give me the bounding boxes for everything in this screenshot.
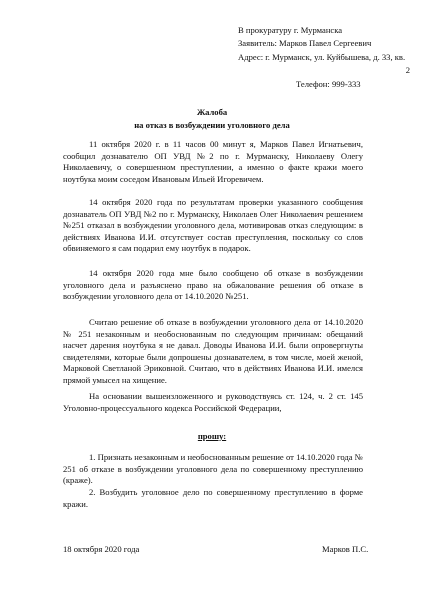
addressee-to: В прокуратуру г. Мурманска bbox=[238, 25, 343, 35]
document-title: Жалоба bbox=[196, 107, 228, 117]
applicant-apartment: 2 bbox=[405, 65, 410, 76]
applicant-address: Адрес: г. Мурманск, ул. Куйбышева, д. 33, кв. bbox=[238, 51, 406, 62]
paragraph-3: 14 октября 2020 года мне было сообщено об отказе в возбуждении уголовного дела и разъяснено право на обжалование решения об отказе в возбуждении уголовного дела от 14.10.2020 №251. bbox=[63, 268, 363, 302]
request-item-1: 1. Признать незаконным и необоснованным решение от 14.10.2020 года № 251 об отказе в возбуждении уголовного дела по совершенному преступлению (краже). bbox=[63, 452, 363, 486]
signature: Марков П.С. bbox=[322, 544, 369, 554]
request-heading: прошу: bbox=[197, 431, 227, 441]
request-item-2: 2. Возбудить уголовное дело по совершенному преступлению в форме кражи. bbox=[63, 487, 363, 509]
paragraph-1: 11 октября 2020 г. в 11 часов 00 минут я, Марков Павел Игнатьевич, сообщил дознавателю ОП УВД №2 по г. Мурманску, Николаеву Олегу Николаевичу, о совершенном преступлении, а именно о факте кражи моего ноутбука моим соседом Ивановым Ильей Игоревичем. bbox=[63, 139, 363, 184]
paragraph-2: 14 октября 2020 года по результатам проверки указанного сообщения дознаватель ОП УВД №2 по г. Мурманску, Николаев Олег Николаевич решением №251 отказал в возбуждении уголовного дела, мотивировав отказ следующим: в действиях Иванова И.И. отсутствует состав преступления, поскольку со слов обвиняемого я сам подарил ему ноутбук в подарок. bbox=[63, 197, 363, 254]
applicant-name: Заявитель: Марков Павел Сергеевич bbox=[238, 38, 372, 49]
paragraph-5: На основании вышеизложенного и руководствуясь ст. 124, ч. 2 ст. 145 Уголовно-процессуального кодекса Российской Федерации, bbox=[63, 391, 363, 413]
paragraph-4: Считаю решение об отказе в возбуждении уголовного дела от 14.10.2020 № 251 незаконным и необоснованным по следующим причинам: обещаний насчет дарения ноутбука я не давал. Доводы Иванова И.И. были опровергнуты свидетелями, которые были допрошены дознавателем, в том числе, моей женой, Марковой Светланой Эриковной. Считаю, что в действиях Иванова И.И. имелся прямой умысел на хищение. bbox=[63, 317, 363, 385]
document-date: 18 октября 2020 года bbox=[63, 544, 140, 554]
document-subtitle: на отказ в возбуждении уголовного дела bbox=[134, 120, 290, 130]
applicant-phone: Телефон: 999-333 bbox=[296, 78, 361, 89]
addressee-block bbox=[238, 24, 418, 91]
